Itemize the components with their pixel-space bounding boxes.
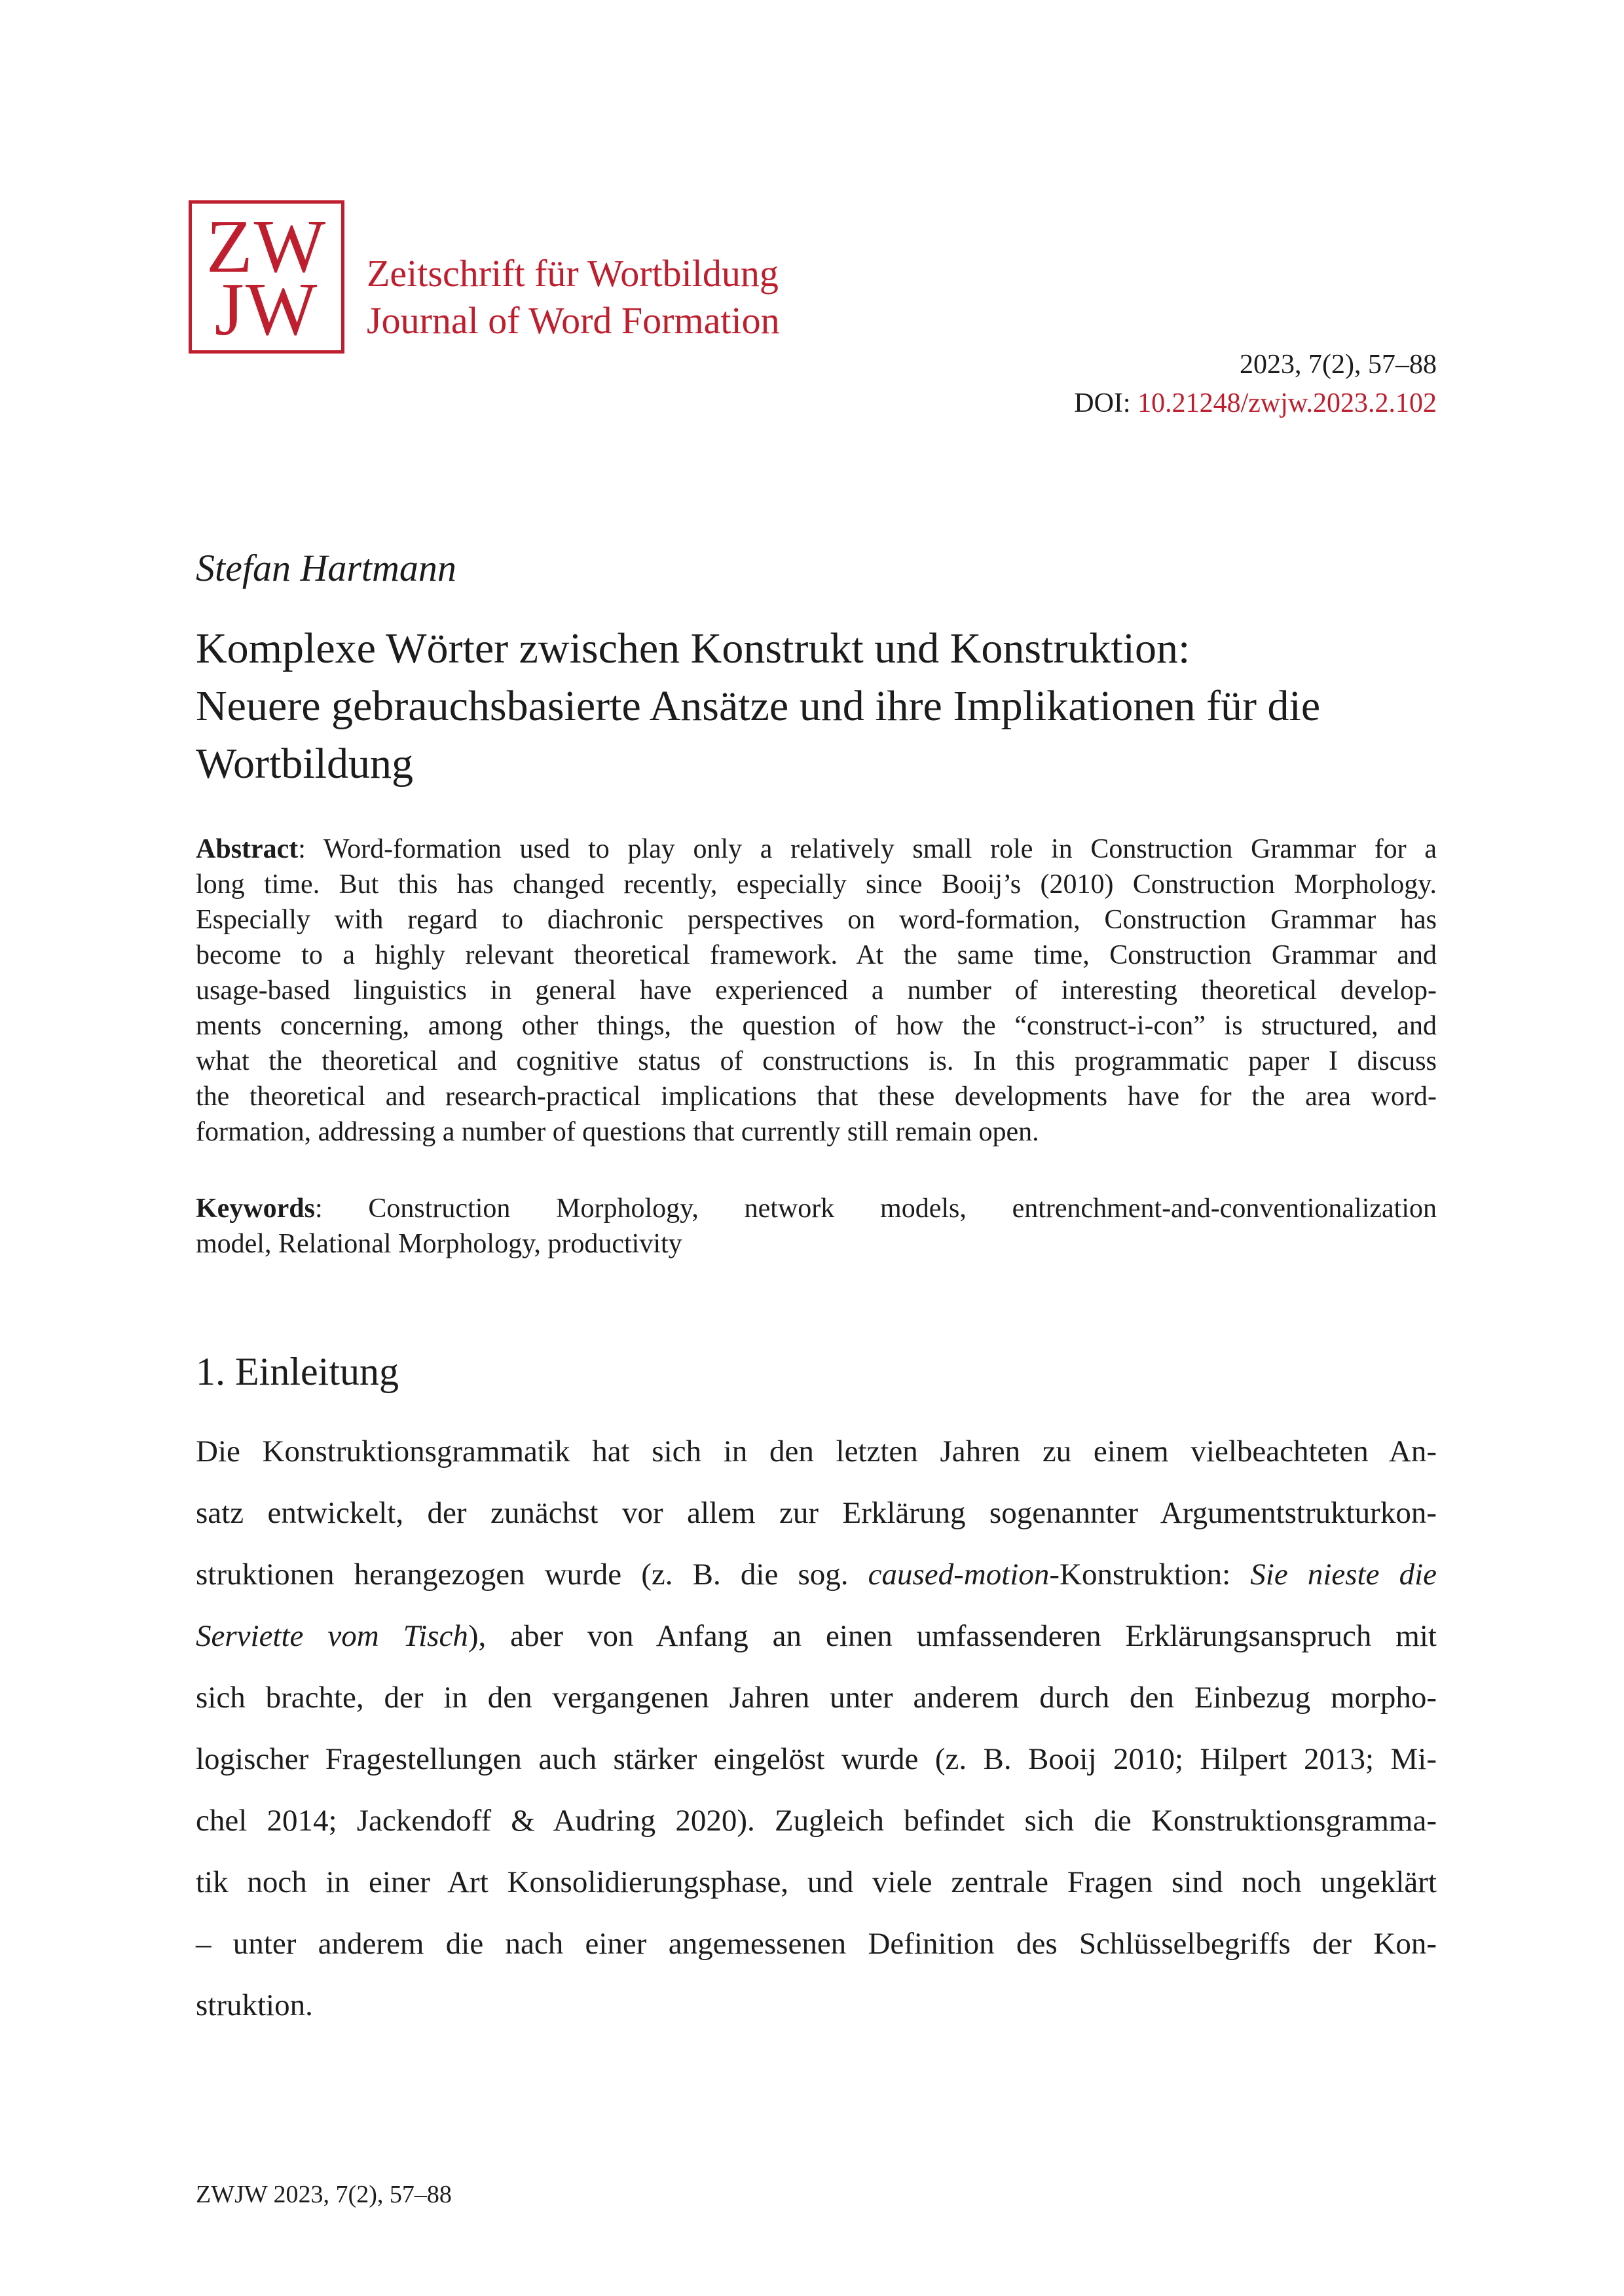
body-line: – unter anderem die nach einer angemessenen Definition des Schlüsselbegriffs der Kon-	[196, 1927, 1437, 1961]
italic-example: Serviette vom Tisch	[196, 1619, 468, 1653]
body-line	[196, 1605, 1437, 1667]
body-line: chel 2014; Jackendoff & Audring 2020). Zugleich befindet sich die Konstruktionsgramma-	[196, 1804, 1437, 1838]
title-line: Wortbildung	[196, 740, 413, 788]
journal-name	[367, 250, 780, 344]
keywords-line	[196, 1191, 1437, 1226]
keywords-text: : Construction Morphology, network models, entrenchment-and-conventionalization	[315, 1194, 1437, 1224]
abstract-line: become to a highly relevant theoretical framework. At the same time, Construction Grammar and	[196, 940, 1437, 970]
page-footer: ZWJW 2023, 7(2), 57–88	[196, 2181, 452, 2208]
title-line: Komplexe Wörter zwischen Konstrukt und Konstruktion:	[196, 625, 1190, 672]
body-line: satz entwickelt, der zunächst vor allem zur Erklärung sogenannter Argumentstrukturkon-	[196, 1496, 1437, 1530]
doi-link[interactable]: 10.21248/zwjw.2023.2.102	[1137, 388, 1437, 418]
abstract-line: the theoretical and research-practical implications that these developments have for the area word-	[196, 1082, 1437, 1112]
abstract	[196, 831, 1437, 1150]
body-line: logischer Fragestellungen auch stärker eingelöst wurde (z. B. Booij 2010; Hilpert 2013; Mi-	[196, 1742, 1437, 1776]
issue-info: 2023, 7(2), 57–88	[1240, 350, 1437, 380]
title-line: Neuere gebrauchsbasierte Ansätze und ihre Implikationen für die	[196, 682, 1321, 730]
body-line: Die Konstruktionsgrammatik hat sich in den letzten Jahren zu einem vielbeachteten An-	[196, 1434, 1437, 1468]
section-heading: 1. Einleitung	[196, 1350, 399, 1393]
body-text-segment: ), aber von Anfang an einen umfassenderen Erklärungsanspruch mit	[468, 1619, 1437, 1653]
body-line	[196, 1544, 1437, 1605]
body-line: tik noch in einer Art Konsolidierungsphase, und viele zentrale Fragen sind noch ungeklärt	[196, 1865, 1437, 1899]
keywords	[196, 1191, 1437, 1262]
journal-logo	[189, 200, 344, 354]
logo-line-jw: JW	[214, 268, 319, 352]
abstract-line: Especially with regard to diachronic perspectives on word-formation, Construction Grammar has	[196, 905, 1437, 935]
keywords-line: model, Relational Morphology, productivity	[196, 1229, 682, 1259]
abstract-line: usage-based linguistics in general have experienced a number of interesting theoretical develop-	[196, 975, 1437, 1006]
logo-line-zw: ZW	[206, 205, 327, 289]
author-name: Stefan Hartmann	[196, 547, 456, 589]
body-text-segment: struktionen herangezogen wurde (z. B. die sog.	[196, 1558, 868, 1592]
abstract-line: formation, addressing a number of questions that currently still remain open.	[196, 1117, 1039, 1147]
citation-info	[1074, 346, 1437, 423]
doi-label: DOI:	[1074, 388, 1138, 418]
abstract-text: : Word-formation used to play only a relatively small role in Construction Grammar for a	[298, 834, 1437, 864]
abstract-label: Abstract	[196, 834, 299, 864]
doi-line	[1074, 384, 1437, 423]
article-title	[196, 620, 1437, 793]
abstract-line: long time. But this has changed recently, especially since Booij’s (2010) Construction Morphology.	[196, 869, 1437, 900]
journal-name-english: Journal of Word Formation	[367, 299, 780, 342]
abstract-line	[196, 831, 1437, 867]
body-text-segment: -Konstruktion:	[1049, 1558, 1251, 1592]
abstract-line: what the theoretical and cognitive status of constructions is. In this programmatic paper I discuss	[196, 1046, 1437, 1076]
italic-term: caused-motion	[868, 1558, 1050, 1592]
journal-name-german: Zeitschrift für Wortbildung	[367, 252, 779, 295]
section-paragraph	[196, 1421, 1437, 2036]
body-line: struktion.	[196, 1988, 313, 2022]
keywords-label: Keywords	[196, 1194, 315, 1224]
italic-example: Sie nieste die	[1250, 1558, 1437, 1592]
body-line: sich brachte, der in den vergangenen Jahren unter anderem durch den Einbezug morpho-	[196, 1681, 1437, 1715]
abstract-line: ments concerning, among other things, the question of how the “construct-i-con” is structured, and	[196, 1011, 1437, 1041]
